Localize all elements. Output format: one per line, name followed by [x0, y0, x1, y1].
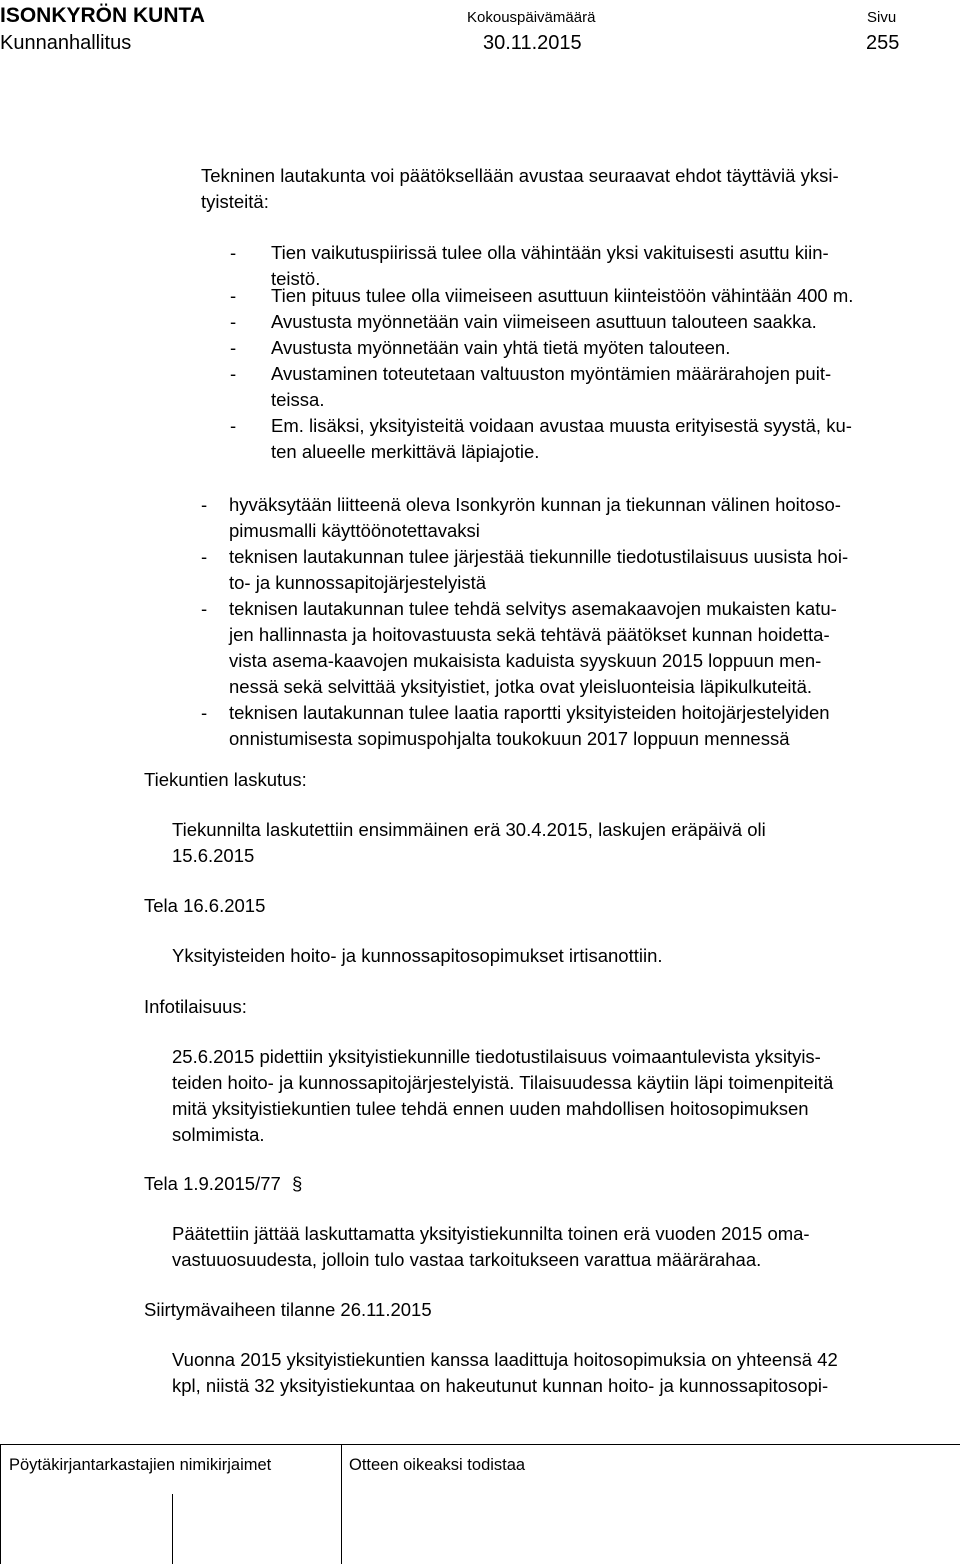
footer-divider: [0, 1444, 960, 1445]
list-item-line: teknisen lautakunnan tulee laatia raportti yksityisteiden hoitojärjestelyiden: [229, 702, 830, 723]
list-item-line: vista asema-kaavojen mukaisista kaduista syyskuun 2015 loppuun men-: [229, 650, 822, 671]
section-heading-billing: Tiekuntien laskutus:: [144, 769, 307, 790]
list-item-line: jen hallinnasta ja hoitovastuusta sekä tehtävä päätökset kunnan hoidetta-: [229, 624, 830, 645]
tela2-heading-text: Tela 1.9.2015/77: [144, 1173, 281, 1194]
list-item: [230, 309, 853, 335]
paragraph-line: Yksityisteiden hoito- ja kunnossapitosopimukset irtisanottiin.: [172, 945, 663, 966]
list-item-line: Em. lisäksi, yksityisteitä voidaan avustaa muusta erityisestä syystä, ku-: [271, 415, 852, 436]
section-heading-info: Infotilaisuus:: [144, 996, 247, 1017]
section-heading-transition: Siirtymävaiheen tilanne 26.11.2015: [144, 1299, 432, 1320]
footer-column-divider: [341, 1444, 342, 1564]
decisions-list: [201, 492, 848, 752]
list-item-line: nessä sekä selvittää yksityistiet, jotka ovat yleisluonteisia läpikulkuteitä.: [229, 676, 813, 697]
footer-border-left: [0, 1444, 1, 1564]
footer-copy-label: Otteen oikeaksi todistaa: [349, 1456, 526, 1474]
list-item-line: hyväksytään liitteenä oleva Isonkyrön kunnan ja tiekunnan välinen hoitoso-: [229, 494, 841, 515]
organization-name: ISONKYRÖN KUNTA: [0, 4, 205, 27]
list-item-line: ten alueelle merkittävä läpiajotie.: [271, 441, 540, 462]
paragraph-line: mitä yksityistiekuntien tulee tehdä ennen uuden mahdollisen hoitosopimuksen: [172, 1098, 809, 1119]
list-item-line: onnistumisesta sopimuspohjalta toukokuun 2017 loppuun mennessä: [229, 728, 790, 749]
list-item: [201, 492, 848, 544]
date-label: Kokouspäivämäärä: [467, 9, 596, 26]
section-text-info: [172, 1044, 833, 1148]
intro-line: Tekninen lautakunta voi päätöksellään avustaa seuraavat ehdot täyttäviä yksi-: [201, 165, 839, 186]
list-item: [230, 361, 853, 413]
page-number: 255: [866, 32, 900, 54]
list-item-line: Tien vaikutuspiirissä tulee olla vähintään yksi vakituisesti asuttu kiin-: [271, 242, 829, 263]
section-symbol: §: [291, 1173, 303, 1194]
paragraph-line: solmimista.: [172, 1124, 265, 1145]
section-text-transition: [172, 1347, 838, 1399]
intro-paragraph: [201, 163, 839, 215]
section-heading-tela2: [144, 1171, 302, 1197]
list-item-line: teknisen lautakunnan tulee tehdä selvitys asemakaavojen mukaisten katu-: [229, 598, 837, 619]
list-item-line: teissa.: [271, 389, 325, 410]
paragraph-line: Päätettiin jättää laskuttamatta yksityistiekunnilta toinen erä vuoden 2015 oma-: [172, 1223, 810, 1244]
section-text-billing: [172, 817, 766, 869]
list-item-line: Avustusta myönnetään vain yhtä tietä myöten talouteen.: [271, 337, 731, 358]
body-name: Kunnanhallitus: [0, 32, 132, 54]
dash-marker: -: [201, 546, 208, 567]
paragraph-line: vastuuosuudesta, jolloin tulo vastaa tarkoitukseen varattua määrärahaa.: [172, 1249, 762, 1270]
paragraph-line: Tiekunnilta laskutettiin ensimmäinen erä 30.4.2015, laskujen eräpäivä oli: [172, 819, 766, 840]
list-item-line: Avustusta myönnetään vain viimeiseen asuttuun talouteen saakka.: [271, 311, 817, 332]
dash-marker: -: [201, 494, 208, 515]
dash-marker: -: [230, 337, 237, 358]
dash-marker: -: [230, 363, 237, 384]
intro-line: tyisteitä:: [201, 191, 269, 212]
list-item-line: to- ja kunnossapitojärjestelyistä: [229, 572, 487, 593]
paragraph-line: 15.6.2015: [172, 845, 255, 866]
list-item: [230, 413, 853, 465]
list-item-line: pimusmalli käyttöönotettavaksi: [229, 520, 480, 541]
dash-marker: -: [230, 311, 237, 332]
dash-marker: -: [201, 598, 208, 619]
dash-marker: -: [230, 415, 237, 436]
footer-signatures-label: Pöytäkirjantarkastajien nimikirjaimet: [9, 1456, 272, 1474]
meeting-date: 30.11.2015: [483, 32, 582, 54]
list-item-line: teistö.: [271, 268, 321, 289]
list-item-line: Avustaminen toteutetaan valtuuston myöntämien määrärahojen puit-: [271, 363, 832, 384]
section-heading-tela1: Tela 16.6.2015: [144, 895, 266, 916]
list-item-line: Tien pituus tulee olla viimeiseen asuttuun kiinteistöön vähintään 400 m.: [271, 285, 854, 306]
dash-marker: -: [230, 242, 237, 263]
conditions-list: [230, 240, 853, 465]
list-item: [201, 596, 848, 700]
list-item: [201, 700, 848, 752]
footer-cell-divider: [172, 1494, 173, 1564]
dash-marker: -: [201, 702, 208, 723]
page-label: Sivu: [867, 9, 897, 26]
paragraph-line: 25.6.2015 pidettiin yksityistiekunnille tiedotustilaisuus voimaantulevista yksityis-: [172, 1046, 821, 1067]
section-text-tela2: [172, 1221, 810, 1273]
list-item: [230, 283, 853, 309]
dash-marker: -: [230, 285, 237, 306]
paragraph-line: kpl, niistä 32 yksityistiekuntaa on hakeutunut kunnan hoito- ja kunnossapitosopi-: [172, 1375, 829, 1396]
paragraph-line: Vuonna 2015 yksityistiekuntien kanssa laadittuja hoitosopimuksia on yhteensä 42: [172, 1349, 838, 1370]
list-item: [230, 335, 853, 361]
list-item-line: teknisen lautakunnan tulee järjestää tiekunnille tiedotustilaisuus uusista hoi-: [229, 546, 849, 567]
list-item: [201, 544, 848, 596]
section-text-tela1: [172, 943, 663, 969]
paragraph-line: teiden hoito- ja kunnossapitojärjestelyistä. Tilaisuudessa käytiin läpi toimenpiteitä: [172, 1072, 834, 1093]
